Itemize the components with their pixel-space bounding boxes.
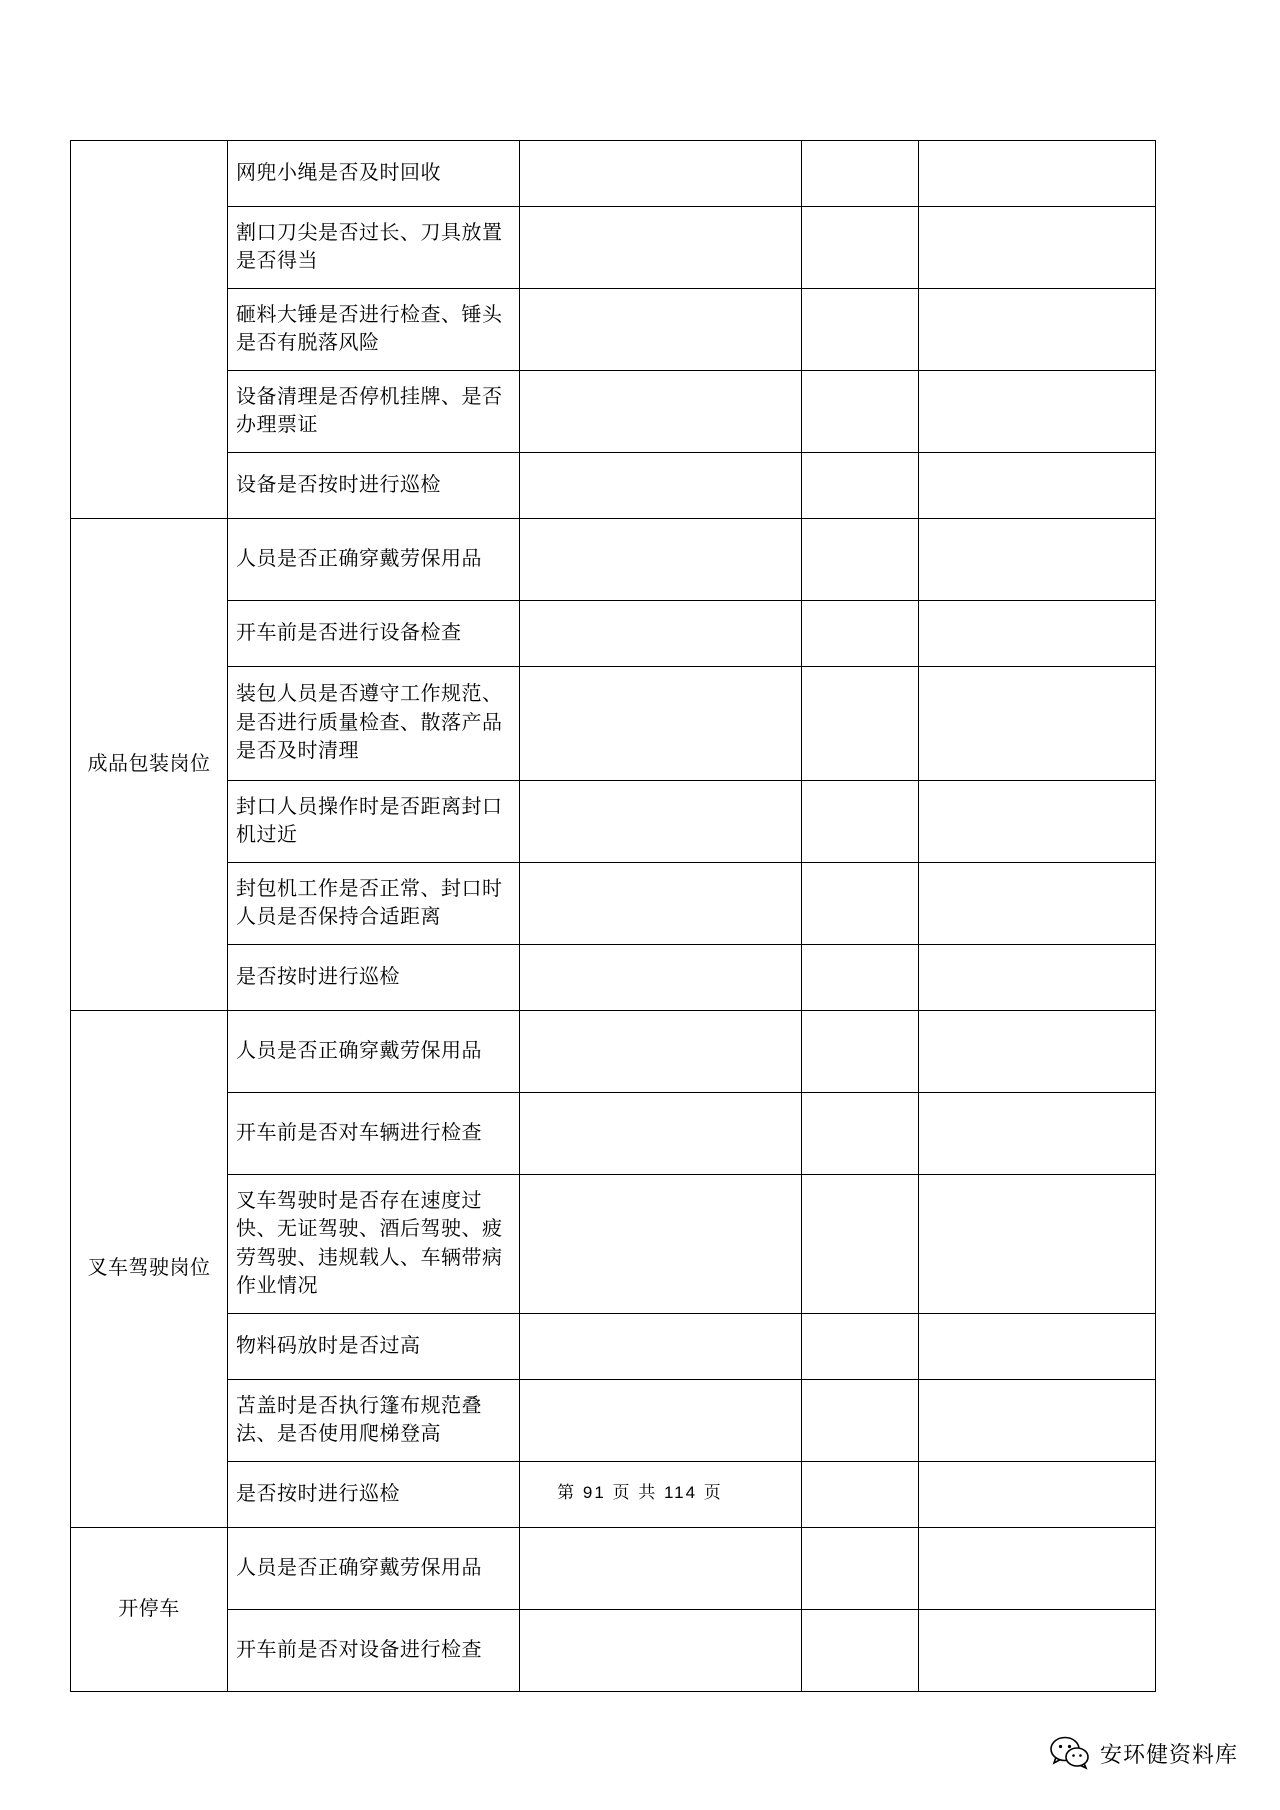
check-result-cell-a[interactable] xyxy=(520,1610,802,1692)
check-result-cell-a[interactable] xyxy=(520,667,802,781)
table-row xyxy=(71,1610,1156,1692)
post-cell: 叉车驾驶岗位 xyxy=(71,1011,228,1528)
check-result-cell-c[interactable] xyxy=(919,141,1156,207)
watermark xyxy=(1050,1736,1238,1770)
check-result-cell-c[interactable] xyxy=(919,781,1156,863)
table-row xyxy=(71,1314,1156,1380)
check-result-cell-c[interactable] xyxy=(919,1011,1156,1093)
check-result-cell-c[interactable] xyxy=(919,601,1156,667)
table-row xyxy=(71,667,1156,781)
check-result-cell-b[interactable] xyxy=(802,1093,919,1175)
check-result-cell-c[interactable] xyxy=(919,1528,1156,1610)
check-item-cell: 割口刀尖是否过长、刀具放置是否得当 xyxy=(228,207,520,289)
checklist-table-container xyxy=(70,140,1070,1692)
table-row xyxy=(71,1093,1156,1175)
check-result-cell-a[interactable] xyxy=(520,1011,802,1093)
check-result-cell-b[interactable] xyxy=(802,289,919,371)
check-result-cell-c[interactable] xyxy=(919,289,1156,371)
check-item-cell: 封口人员操作时是否距离封口机过近 xyxy=(228,781,520,863)
check-item-cell: 叉车驾驶时是否存在速度过快、无证驾驶、酒后驾驶、疲劳驾驶、违规载人、车辆带病作业情况 xyxy=(228,1175,520,1314)
check-result-cell-b[interactable] xyxy=(802,519,919,601)
check-result-cell-a[interactable] xyxy=(520,601,802,667)
table-row xyxy=(71,207,1156,289)
check-result-cell-a[interactable] xyxy=(520,1380,802,1462)
check-result-cell-b[interactable] xyxy=(802,371,919,453)
table-row xyxy=(71,289,1156,371)
post-cell: 开停车 xyxy=(71,1528,228,1692)
table-row xyxy=(71,945,1156,1011)
check-item-cell: 物料码放时是否过高 xyxy=(228,1314,520,1380)
check-result-cell-c[interactable] xyxy=(919,667,1156,781)
check-result-cell-a[interactable] xyxy=(520,1314,802,1380)
check-item-cell: 人员是否正确穿戴劳保用品 xyxy=(228,1011,520,1093)
check-result-cell-c[interactable] xyxy=(919,519,1156,601)
check-item-cell: 设备是否按时进行巡检 xyxy=(228,453,520,519)
checklist-table xyxy=(70,140,1156,1692)
check-result-cell-c[interactable] xyxy=(919,1093,1156,1175)
check-item-cell: 开车前是否对设备进行检查 xyxy=(228,1610,520,1692)
check-item-cell: 人员是否正确穿戴劳保用品 xyxy=(228,519,520,601)
check-item-cell: 砸料大锤是否进行检查、锤头是否有脱落风险 xyxy=(228,289,520,371)
check-result-cell-b[interactable] xyxy=(802,667,919,781)
check-result-cell-c[interactable] xyxy=(919,453,1156,519)
check-result-cell-b[interactable] xyxy=(802,207,919,289)
check-result-cell-b[interactable] xyxy=(802,1011,919,1093)
check-result-cell-a[interactable] xyxy=(520,371,802,453)
table-row xyxy=(71,371,1156,453)
check-result-cell-c[interactable] xyxy=(919,863,1156,945)
check-item-cell: 封包机工作是否正常、封口时人员是否保持合适距离 xyxy=(228,863,520,945)
check-result-cell-b[interactable] xyxy=(802,781,919,863)
check-item-cell: 网兜小绳是否及时回收 xyxy=(228,141,520,207)
check-result-cell-c[interactable] xyxy=(919,371,1156,453)
check-result-cell-b[interactable] xyxy=(802,1175,919,1314)
check-result-cell-b[interactable] xyxy=(802,453,919,519)
check-result-cell-a[interactable] xyxy=(520,289,802,371)
check-result-cell-a[interactable] xyxy=(520,1175,802,1314)
table-row xyxy=(71,519,1156,601)
check-result-cell-b[interactable] xyxy=(802,1380,919,1462)
table-row xyxy=(71,1011,1156,1093)
check-item-cell: 设备清理是否停机挂牌、是否办理票证 xyxy=(228,371,520,453)
table-row xyxy=(71,1528,1156,1610)
watermark-label: 安环健资料库 xyxy=(1099,1741,1238,1767)
check-result-cell-b[interactable] xyxy=(802,1528,919,1610)
check-result-cell-b[interactable] xyxy=(802,1610,919,1692)
check-result-cell-a[interactable] xyxy=(520,781,802,863)
check-result-cell-c[interactable] xyxy=(919,1610,1156,1692)
table-row xyxy=(71,1175,1156,1314)
post-cell: 成品包装岗位 xyxy=(71,519,228,1011)
table-row xyxy=(71,601,1156,667)
check-result-cell-a[interactable] xyxy=(520,863,802,945)
check-result-cell-b[interactable] xyxy=(802,863,919,945)
check-item-cell: 开车前是否进行设备检查 xyxy=(228,601,520,667)
check-result-cell-a[interactable] xyxy=(520,141,802,207)
table-row xyxy=(71,141,1156,207)
check-result-cell-b[interactable] xyxy=(802,945,919,1011)
check-result-cell-c[interactable] xyxy=(919,945,1156,1011)
wechat-icon xyxy=(1050,1736,1090,1770)
page-footer: 第 91 页 共 114 页 xyxy=(557,1483,723,1502)
check-result-cell-c[interactable] xyxy=(919,1380,1156,1462)
check-item-cell: 是否按时进行巡检 xyxy=(228,945,520,1011)
check-item-cell: 是否按时进行巡检 xyxy=(228,1462,520,1528)
check-result-cell-a[interactable] xyxy=(520,207,802,289)
check-result-cell-b[interactable] xyxy=(802,601,919,667)
check-result-cell-b[interactable] xyxy=(802,1314,919,1380)
check-item-cell: 苫盖时是否执行篷布规范叠法、是否使用爬梯登高 xyxy=(228,1380,520,1462)
check-result-cell-a[interactable] xyxy=(520,453,802,519)
table-row xyxy=(71,863,1156,945)
check-result-cell-c[interactable] xyxy=(919,1314,1156,1380)
table-row xyxy=(71,1380,1156,1462)
check-result-cell-a[interactable] xyxy=(520,945,802,1011)
check-result-cell-a[interactable] xyxy=(520,1528,802,1610)
check-result-cell-b[interactable] xyxy=(802,141,919,207)
check-result-cell-a[interactable] xyxy=(520,1093,802,1175)
check-item-cell: 开车前是否对车辆进行检查 xyxy=(228,1093,520,1175)
table-row xyxy=(71,453,1156,519)
table-row xyxy=(71,781,1156,863)
check-item-cell: 人员是否正确穿戴劳保用品 xyxy=(228,1528,520,1610)
check-result-cell-c[interactable] xyxy=(919,1175,1156,1314)
post-cell xyxy=(71,141,228,519)
check-result-cell-a[interactable] xyxy=(520,519,802,601)
check-item-cell: 装包人员是否遵守工作规范、是否进行质量检查、散落产品是否及时清理 xyxy=(228,667,520,781)
check-result-cell-c[interactable] xyxy=(919,207,1156,289)
